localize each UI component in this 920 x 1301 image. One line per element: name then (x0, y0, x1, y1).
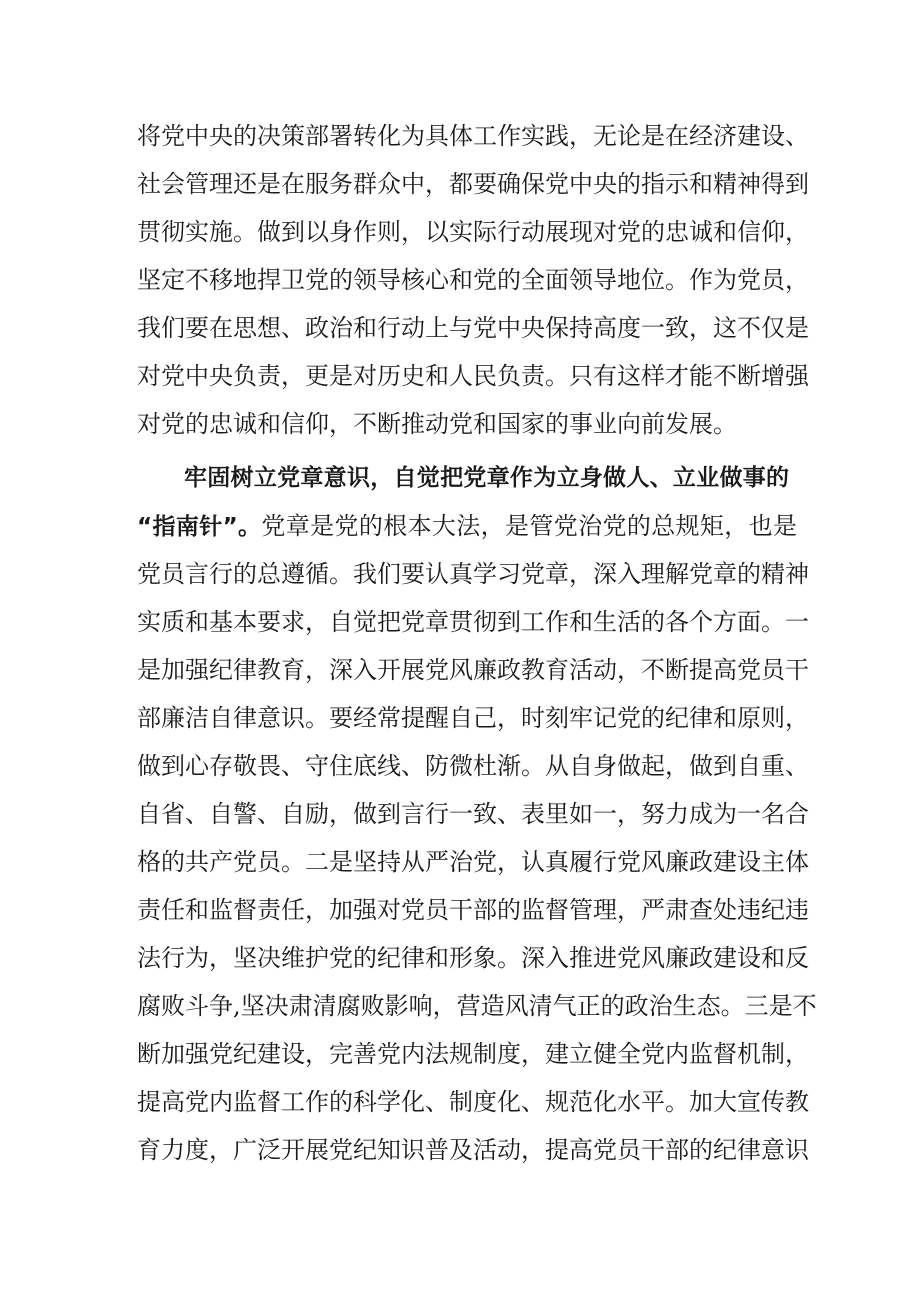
paragraph-1-line-6: 对党中央负责，更是对历史和人民负责。只有这样才能不断增强 (137, 362, 809, 390)
paragraph-2-line-2: 党员言行的总遵循。我们要认真学习党章，深入理解党章的精神 (137, 560, 809, 588)
paragraph-1-line-7: 对党的忠诚和信仰，不断推动党和国家的事业向前发展。 (137, 410, 737, 438)
paragraph-1-line-5: 我们要在思想、政治和行动上与党中央保持高度一致，这不仅是 (137, 314, 809, 342)
paragraph-1-line-1: 将党中央的决策部署转化为具体工作实践，无论是在经济建设、 (137, 122, 809, 150)
paragraph-2-line-4: 是加强纪律教育，深入开展党风廉政教育活动，不断提高党员干 (137, 656, 809, 684)
paragraph-2-line-11: 腐败斗争,坚决肃清腐败影响，营造风清气正的政治生态。三是不 (137, 992, 817, 1020)
paragraph-2-line-14: 育力度，广泛开展党纪知识普及活动，提高党员干部的纪律意识 (137, 1136, 809, 1164)
paragraph-2-line-1-text: 党章是党的根本大法，是管党治党的总规矩，也是 (261, 512, 798, 540)
paragraph-2-line-12: 断加强党纪建设，完善党内法规制度，建立健全党内监督机制， (137, 1040, 809, 1068)
paragraph-2-line-6: 做到心存敬畏、守住底线、防微杜渐。从自身做起，做到自重、 (137, 752, 809, 780)
paragraph-2-line-3: 实质和基本要求，自觉把党章贯彻到工作和生活的各个方面。一 (137, 608, 809, 636)
paragraph-2-heading-tail: “指南针”。 (137, 514, 262, 540)
paragraph-2-line-5: 部廉洁自律意识。要经常提醒自己，时刻牢记党的纪律和原则， (137, 704, 809, 732)
paragraph-2-line-7: 自省、自警、自励，做到言行一致、表里如一，努力成为一名合 (137, 800, 809, 828)
paragraph-2-heading-line-1: 牢固树立党章意识，自觉把党章作为立身做人、立业做事的 (184, 465, 789, 491)
paragraph-2-line-8: 格的共产党员。二是坚持从严治党，认真履行党风廉政建设主体 (137, 848, 809, 876)
paragraph-1-line-2: 社会管理还是在服务群众中，都要确保党中央的指示和精神得到 (137, 170, 809, 198)
paragraph-1-line-3: 贯彻实施。做到以身作则，以实际行动展现对党的忠诚和信仰， (137, 218, 809, 246)
paragraph-2-line-13: 提高党内监督工作的科学化、制度化、规范化水平。加大宣传教 (137, 1088, 809, 1116)
paragraph-2-line-10: 法行为，坚决维护党的纪律和形象。深入推进党风廉政建设和反 (137, 944, 809, 972)
paragraph-1-line-4: 坚定不移地捍卫党的领导核心和党的全面领导地位。作为党员， (137, 266, 809, 294)
paragraph-2-line-1 (137, 506, 797, 546)
paragraph-2-line-9: 责任和监督责任，加强对党员干部的监督管理，严肃查处违纪违 (137, 896, 809, 924)
